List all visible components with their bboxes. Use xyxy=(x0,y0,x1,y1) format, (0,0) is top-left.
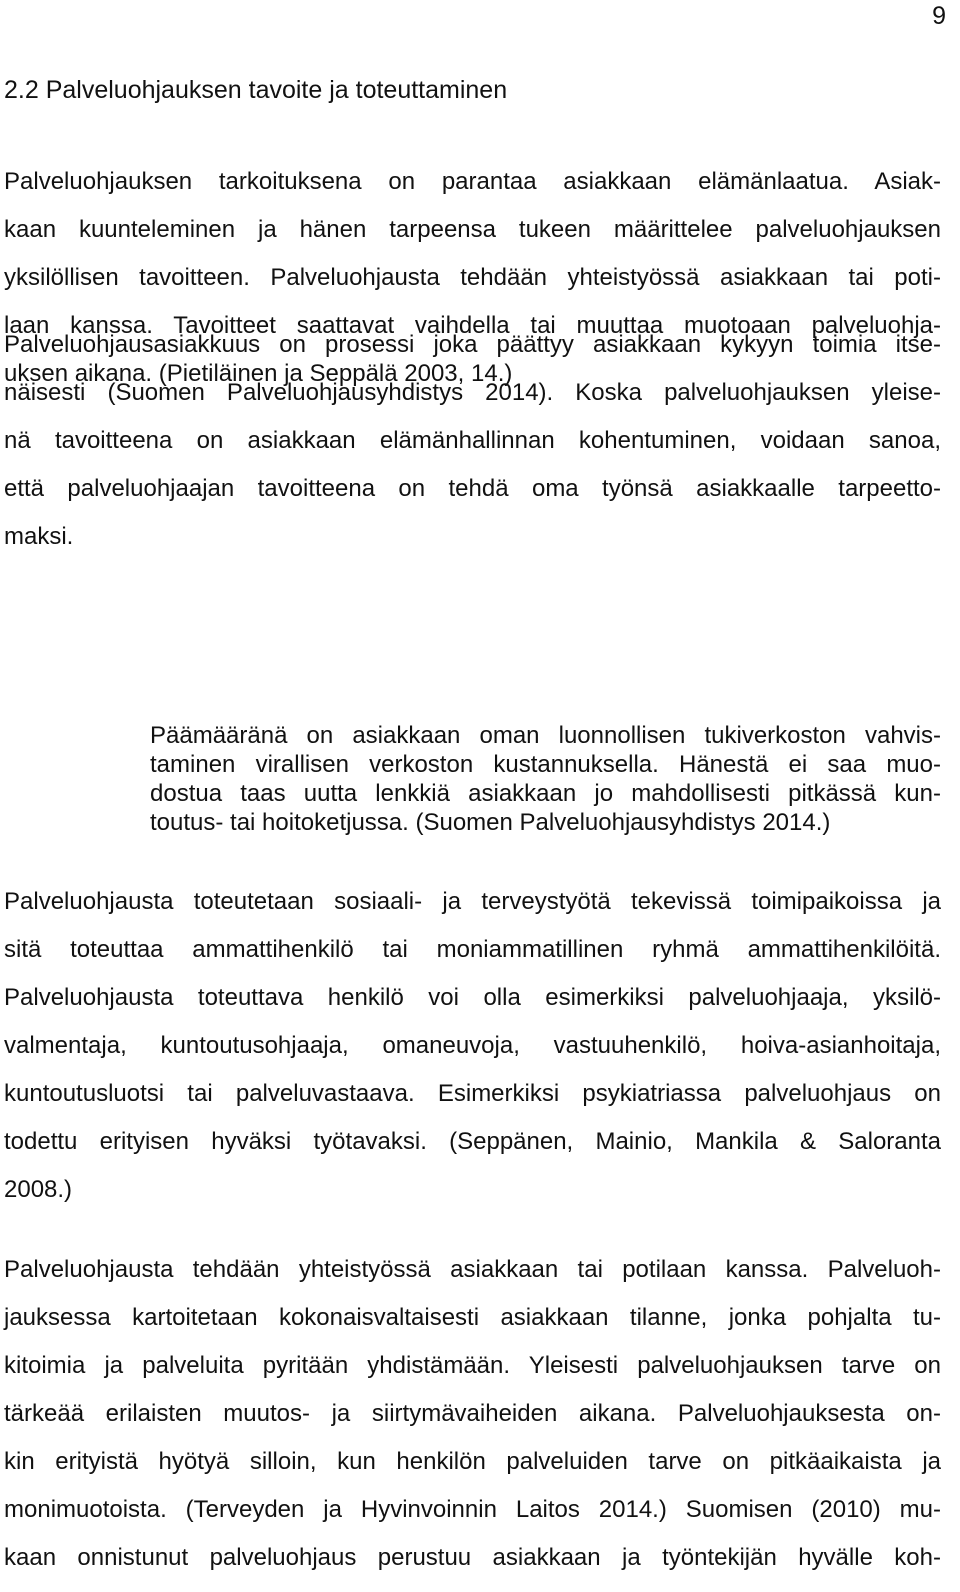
paragraph-cooperation xyxy=(4,1256,941,1592)
text-line: Palveluohjausta tehdään yhteistyössä asiakkaan tai potilaan kanssa. Palveluoh- xyxy=(4,1256,941,1283)
text-line: Palveluohjausta toteutetaan sosiaali- ja terveystyötä tekevissä toimipaikoissa ja xyxy=(4,888,941,915)
text-line: kaan kuunteleminen ja hänen tarpeensa tukeen määrittelee palveluohjauksen xyxy=(4,216,941,243)
block-quote xyxy=(150,722,941,838)
text-line: Palveluohjauksen tarkoituksena on parantaa asiakkaan elämänlaatua. Asiak- xyxy=(4,168,941,195)
section-heading: 2.2 Palveluohjauksen tavoite ja toteuttaminen xyxy=(4,76,508,104)
text-line: sitä toteuttaa ammattihenkilö tai moniammatillinen ryhmä ammattihenkilöitä. xyxy=(4,936,941,963)
text-line: toutus- tai hoitoketjussa. (Suomen Palveluohjausyhdistys 2014.) xyxy=(150,809,831,836)
text-line: yksilöllisen tavoitteen. Palveluohjausta tehdään yhteistyössä asiakkaan tai poti- xyxy=(4,264,941,291)
paragraph-implementation xyxy=(4,888,941,1224)
text-line: jauksessa kartoitetaan kokonaisvaltaisesti asiakkaan tilanne, jonka pohjalta tu- xyxy=(4,1304,941,1331)
text-line: monimuotoista. (Terveyden ja Hyvinvoinnin Laitos 2014.) Suomisen (2010) mu- xyxy=(4,1496,941,1523)
paragraph-process xyxy=(4,331,941,571)
text-line: Palveluohjausta toteuttava henkilö voi olla esimerkiksi palveluohjaaja, yksilö- xyxy=(4,984,941,1011)
text-line: Päämääränä on asiakkaan oman luonnollisen tukiverkoston vahvis- xyxy=(150,722,941,749)
text-line: että palveluohjaajan tavoitteena on tehdä oma työnsä asiakkaalle tarpeetto- xyxy=(4,475,941,502)
text-line: 2008.) xyxy=(4,1176,73,1203)
text-line: dostua taas uutta lenkkiä asiakkaan jo mahdollisesti pitkässä kun- xyxy=(150,780,941,807)
text-line: taminen virallisen verkoston kustannuksella. Hänestä ei saa muo- xyxy=(150,751,941,778)
text-line: laan kanssa. Tavoitteet saattavat vaihdella tai muuttaa muotoaan palveluohja- xyxy=(4,312,941,339)
text-line: maksi. xyxy=(4,523,74,550)
text-line: näisesti (Suomen Palveluohjausyhdistys 2014). Koska palveluohjauksen yleise- xyxy=(4,379,941,406)
text-line: valmentaja, kuntoutusohjaaja, omaneuvoja, vastuuhenkilö, hoiva-asianhoitaja, xyxy=(4,1032,941,1059)
text-line: kuntoutusluotsi tai palveluvastaava. Esimerkiksi psykiatriassa palveluohjaus on xyxy=(4,1080,941,1107)
text-line: kin erityistä hyötyä silloin, kun henkilön palveluiden tarve on pitkäaikaista ja xyxy=(4,1448,941,1475)
text-line: todettu erityisen hyväksi työtavaksi. (Seppänen, Mainio, Mankila & Saloranta xyxy=(4,1128,941,1155)
text-line: Palveluohjausasiakkuus on prosessi joka päättyy asiakkaan kykyyn toimia itse- xyxy=(4,331,941,358)
text-line: tärkeää erilaisten muutos- ja siirtymävaiheiden aikana. Palveluohjauksesta on- xyxy=(4,1400,941,1427)
text-line: kaan onnistunut palveluohjaus perustuu asiakkaan ja työntekijän hyvälle koh- xyxy=(4,1544,941,1571)
page-number: 9 xyxy=(932,2,946,30)
text-line: uksen aikana. (Pietiläinen ja Seppälä 2003, 14.) xyxy=(4,360,513,387)
text-line: kitoimia ja palveluita pyritään yhdistämään. Yleisesti palveluohjauksen tarve on xyxy=(4,1352,941,1379)
text-line: nä tavoitteena on asiakkaan elämänhallinnan kohentuminen, voidaan sanoa, xyxy=(4,427,941,454)
